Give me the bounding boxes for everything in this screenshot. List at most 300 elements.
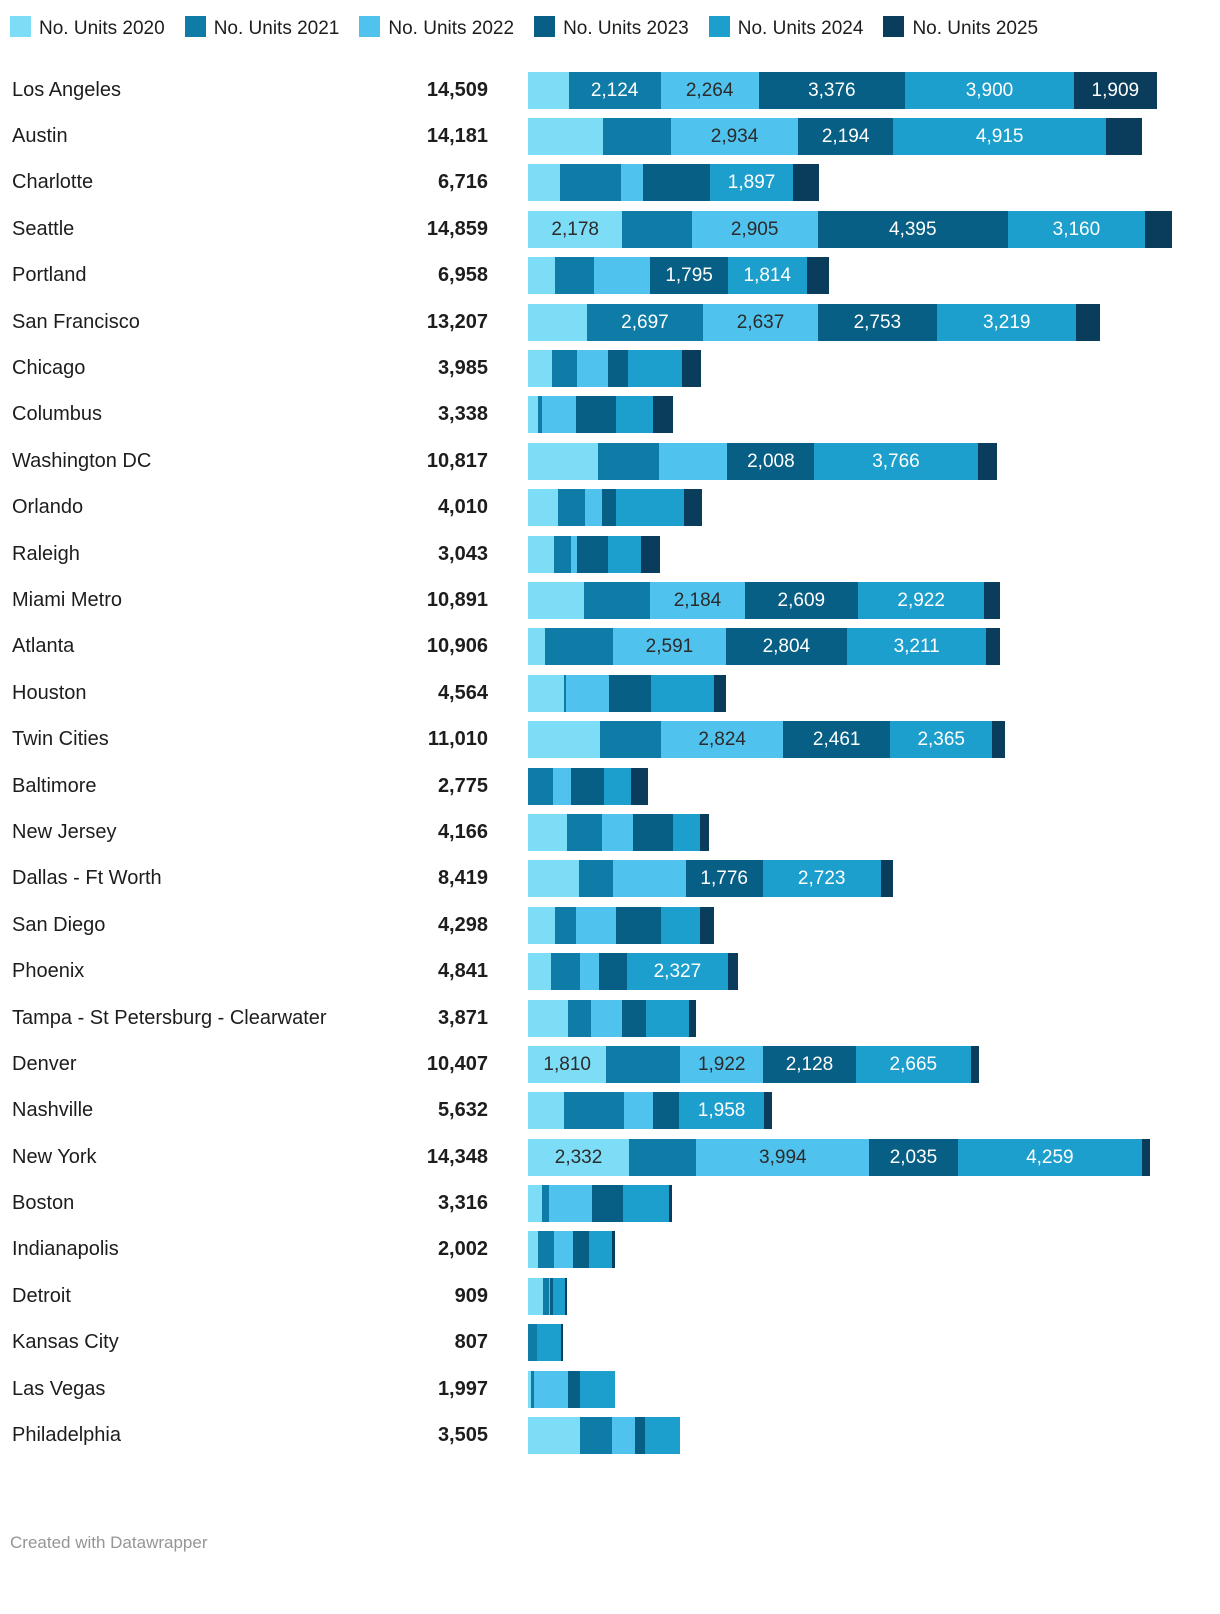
bar-segment-2023[interactable]	[759, 72, 905, 109]
bar-segment-value: 3,376	[808, 79, 856, 101]
bar-segment-2024[interactable]	[604, 768, 631, 805]
bar-segment-value: 2,637	[736, 311, 785, 333]
bar-segment-2025[interactable]	[984, 582, 999, 619]
bar-segment-2021[interactable]	[560, 164, 621, 201]
legend-swatch-2021	[185, 16, 206, 37]
table-row	[0, 253, 1220, 299]
bar-segment-2024[interactable]	[608, 536, 641, 573]
bar-segment-2025[interactable]	[641, 536, 660, 573]
bar-segment-value: 2,804	[762, 636, 811, 658]
bar-segment-2021[interactable]	[606, 1046, 680, 1083]
bar	[528, 582, 1178, 619]
bar-segment-2023[interactable]	[577, 536, 607, 573]
bar-segment-2024[interactable]	[623, 1185, 669, 1222]
city-label: Indianapolis	[12, 1238, 119, 1261]
bar-segment-2021[interactable]	[538, 1231, 555, 1268]
bar-segment-2024[interactable]	[890, 721, 993, 758]
bar	[528, 1371, 1178, 1408]
bar-segment-2021[interactable]	[568, 1000, 591, 1037]
bar-segment-2025[interactable]	[1145, 211, 1172, 248]
legend-swatch-2022	[359, 16, 380, 37]
bar-segment-2023[interactable]	[727, 443, 814, 480]
table-row	[0, 1180, 1220, 1226]
city-label: Las Vegas	[12, 1377, 106, 1400]
table-row	[0, 206, 1220, 252]
stacked-bar	[528, 118, 1178, 155]
bar-segment-2024[interactable]	[893, 118, 1106, 155]
bar-segment-value: 2,035	[889, 1146, 938, 1168]
bar-segment-2022[interactable]	[602, 814, 633, 851]
bar-segment-2025[interactable]	[714, 675, 726, 712]
bar-segment-2020[interactable]	[528, 211, 622, 248]
bar-segment-2024[interactable]	[651, 675, 714, 712]
bar-segment-2025[interactable]	[992, 721, 1005, 758]
bar-segment-2020[interactable]	[528, 1092, 564, 1129]
bar-segment-2022[interactable]	[580, 953, 599, 990]
bar-segment-2021[interactable]	[552, 350, 577, 387]
bar-segment-2025[interactable]	[631, 768, 649, 805]
total-label: 3,871	[437, 1006, 488, 1029]
bar	[528, 953, 1178, 990]
bar-segment-2022[interactable]	[621, 164, 644, 201]
city-label: Atlanta	[12, 635, 75, 658]
bar	[528, 1324, 1178, 1361]
bar	[528, 536, 1178, 573]
table-row	[0, 299, 1220, 345]
bar-segment-2020[interactable]	[528, 118, 603, 155]
bar-segment-2020[interactable]	[528, 443, 598, 480]
bar-segment-2025[interactable]	[978, 443, 997, 480]
stacked-bar	[528, 1278, 1178, 1315]
city-label: Orlando	[12, 496, 84, 519]
bar	[528, 628, 1178, 665]
bar	[528, 1046, 1178, 1083]
stacked-bar	[528, 1046, 1178, 1083]
bar-segment-2022[interactable]	[612, 1417, 635, 1454]
bar-segment-2020[interactable]	[528, 1046, 606, 1083]
city-label: Twin Cities	[12, 728, 109, 751]
bar-segment-2021[interactable]	[622, 211, 691, 248]
bar-segment-2025[interactable]	[986, 628, 1000, 665]
bar-segment-2025[interactable]	[793, 164, 819, 201]
stacked-bar	[528, 1000, 1178, 1037]
table-row	[0, 624, 1220, 670]
bar-segment-2022[interactable]	[577, 350, 608, 387]
bar-segment-2025[interactable]	[700, 814, 709, 851]
bar-segment-2025[interactable]	[1142, 1139, 1150, 1176]
bar	[528, 814, 1178, 851]
bar-segment-value: 2,124	[590, 79, 639, 101]
stacked-bar	[528, 257, 1178, 294]
bar-segment-2020[interactable]	[528, 1278, 543, 1315]
bar-segment-value: 4,915	[975, 126, 1024, 148]
bar-segment-2022[interactable]	[624, 1092, 653, 1129]
total-label: 4,010	[437, 496, 488, 519]
bar-segment-2021[interactable]	[554, 536, 571, 573]
bar-segment-2022[interactable]	[650, 582, 745, 619]
bar-segment-2022[interactable]	[692, 211, 818, 248]
bar-segment-2024[interactable]	[616, 396, 653, 433]
bar-segment-value: 2,008	[747, 450, 795, 472]
bar	[528, 304, 1178, 341]
bar-segment-2023[interactable]	[571, 768, 604, 805]
bar-segment-2023[interactable]	[573, 1231, 589, 1268]
bar	[528, 1185, 1178, 1222]
bar	[528, 489, 1178, 526]
bar-segment-2020[interactable]	[528, 1185, 542, 1222]
bar-segment-2022[interactable]	[549, 1185, 592, 1222]
bar-segment-2020[interactable]	[528, 536, 554, 573]
bar-segment-2020[interactable]	[528, 304, 587, 341]
stacked-bar	[528, 211, 1178, 248]
bar-segment-2022[interactable]	[591, 1000, 623, 1037]
bar-segment-2021[interactable]	[603, 118, 672, 155]
bar-segment-2023[interactable]	[592, 1185, 624, 1222]
city-label: Baltimore	[12, 774, 97, 797]
table-row	[0, 438, 1220, 484]
bar-segment-2023[interactable]	[576, 396, 615, 433]
bar-segment-2024[interactable]	[905, 72, 1074, 109]
bar-segment-2021[interactable]	[564, 1092, 624, 1129]
stacked-bar	[528, 443, 1178, 480]
bar-segment-2021[interactable]	[555, 907, 576, 944]
bar-segment-value: 2,178	[551, 218, 599, 240]
bar-segment-2021[interactable]	[580, 1417, 612, 1454]
table-row	[0, 1041, 1220, 1087]
stacked-bar	[528, 582, 1178, 619]
stacked-bar	[528, 953, 1178, 990]
bar-segment-value: 2,332	[554, 1146, 603, 1168]
table-row	[0, 1412, 1220, 1458]
bar-segment-2020[interactable]	[528, 489, 558, 526]
bar-segment-value: 3,219	[982, 311, 1031, 333]
legend-swatch-2020	[10, 16, 31, 37]
legend-label: No. Units 2025	[912, 18, 1039, 39]
bar	[528, 211, 1178, 248]
total-label: 2,002	[437, 1238, 488, 1261]
bar-segment-2025[interactable]	[561, 1324, 563, 1361]
city-label: Washington DC	[12, 449, 152, 472]
bar-segment-value: 2,905	[730, 218, 779, 240]
total-label: 3,985	[437, 357, 488, 380]
bar-segment-value: 3,211	[893, 636, 940, 658]
city-label: Columbus	[12, 403, 103, 426]
bar-segment-2020[interactable]	[528, 628, 545, 665]
bar-segment-2025[interactable]	[612, 1231, 615, 1268]
bar-segment-value: 1,897	[727, 172, 776, 194]
city-label: Raleigh	[12, 542, 80, 565]
legend-swatch-2023	[534, 16, 555, 37]
bar-segment-2020[interactable]	[528, 396, 538, 433]
city-label: Chicago	[12, 357, 86, 380]
table-row	[0, 392, 1220, 438]
total-label: 14,509	[426, 78, 488, 101]
bar-segment-2020[interactable]	[528, 675, 564, 712]
bar-segment-2024[interactable]	[627, 953, 728, 990]
city-label: Seattle	[12, 217, 75, 240]
bar-segment-2021[interactable]	[555, 257, 594, 294]
bar-segment-2025[interactable]	[1106, 118, 1142, 155]
city-label: Kansas City	[12, 1331, 119, 1354]
total-label: 3,316	[437, 1192, 488, 1215]
bar	[528, 1139, 1178, 1176]
total-label: 5,632	[437, 1099, 488, 1122]
legend-label: No. Units 2024	[737, 18, 864, 39]
bar-segment-2021[interactable]	[528, 1324, 537, 1361]
bar-segment-2023[interactable]	[798, 118, 893, 155]
total-label: 13,207	[426, 310, 488, 333]
bar-segment-2023[interactable]	[568, 1371, 580, 1408]
table-row	[0, 1273, 1220, 1319]
bar	[528, 118, 1178, 155]
total-label: 10,407	[426, 1052, 488, 1075]
bar-segment-2022[interactable]	[576, 907, 616, 944]
total-label: 4,564	[437, 681, 488, 704]
bar-segment-2023[interactable]	[599, 953, 627, 990]
stacked-bar	[528, 489, 1178, 526]
bar-segment-2022[interactable]	[703, 304, 817, 341]
bar-segment-2021[interactable]	[567, 814, 603, 851]
bar-segment-2020[interactable]	[528, 350, 552, 387]
bar-segment-2025[interactable]	[689, 1000, 696, 1037]
bar	[528, 350, 1178, 387]
city-label: Portland	[12, 264, 87, 287]
legend-item-2020	[10, 18, 165, 39]
bar-segment-2025[interactable]	[764, 1092, 772, 1129]
bar-segment-2025[interactable]	[881, 860, 893, 897]
bar-segment-2024[interactable]	[710, 164, 792, 201]
bar-segment-2024[interactable]	[628, 350, 682, 387]
bar-segment-2022[interactable]	[534, 1371, 568, 1408]
bar-segment-2023[interactable]	[622, 1000, 645, 1037]
bar-segment-2020[interactable]	[528, 814, 567, 851]
bar-segment-value: 2,264	[685, 79, 734, 101]
bar-segment-2023[interactable]	[633, 814, 673, 851]
bar-segment-2024[interactable]	[858, 582, 985, 619]
bar-segment-2025[interactable]	[682, 350, 700, 387]
city-label: Charlotte	[12, 171, 94, 194]
city-label: Miami Metro	[12, 588, 123, 611]
city-label: Detroit	[12, 1284, 71, 1307]
bar-segment-2023[interactable]	[818, 304, 937, 341]
bar-segment-2025[interactable]	[1076, 304, 1100, 341]
bar-segment-value: 2,934	[710, 126, 759, 148]
bar-segment-2020[interactable]	[528, 1000, 568, 1037]
bar-segment-2020[interactable]	[528, 72, 569, 109]
bar-segment-2022[interactable]	[613, 860, 686, 897]
bar-segment-2022[interactable]	[613, 628, 725, 665]
bar-segment-2023[interactable]	[653, 1092, 680, 1129]
bar-segment-2022[interactable]	[671, 118, 798, 155]
stacked-bar	[528, 768, 1178, 805]
bar-segment-value: 2,665	[889, 1053, 938, 1075]
stacked-bar	[528, 1231, 1178, 1268]
bar-segment-2025[interactable]	[653, 396, 673, 433]
bar-segment-2023[interactable]	[745, 582, 858, 619]
bar-segment-2022[interactable]	[696, 1139, 869, 1176]
bar-segment-2023[interactable]	[818, 211, 1008, 248]
bar-segment-2024[interactable]	[646, 1000, 689, 1037]
bar-segment-2025[interactable]	[807, 257, 830, 294]
bar-segment-value: 2,327	[653, 961, 702, 983]
stacked-bar	[528, 72, 1178, 109]
bar-segment-2023[interactable]	[650, 257, 728, 294]
legend-label: No. Units 2023	[563, 18, 689, 39]
bar-segment-2024[interactable]	[589, 1231, 613, 1268]
city-label: Austin	[12, 125, 68, 148]
bar-segment-2024[interactable]	[856, 1046, 972, 1083]
bar-segment-value: 2,753	[853, 311, 902, 333]
table-row	[0, 113, 1220, 159]
bar-segment-2023[interactable]	[608, 350, 628, 387]
bar-segment-value: 1,795	[665, 265, 713, 287]
bar-segment-2023[interactable]	[869, 1139, 957, 1176]
bar-segment-value: 2,591	[645, 636, 694, 658]
bar-segment-2020[interactable]	[528, 164, 560, 201]
stacked-bar	[528, 1417, 1178, 1454]
stacked-bar	[528, 860, 1178, 897]
bar-segment-2022[interactable]	[659, 443, 728, 480]
city-label: Houston	[12, 681, 87, 704]
bar-segment-value: 2,723	[797, 868, 846, 890]
table-row	[0, 856, 1220, 902]
total-label: 11,010	[427, 728, 488, 751]
bar-segment-2024[interactable]	[580, 1371, 615, 1408]
bar-segment-2023[interactable]	[763, 1046, 855, 1083]
city-label: New York	[12, 1145, 97, 1168]
bar-segment-2024[interactable]	[763, 860, 881, 897]
bar-segment-2023[interactable]	[643, 164, 710, 201]
bar-segment-2021[interactable]	[579, 860, 613, 897]
bar-segment-2020[interactable]	[528, 582, 584, 619]
bar-segment-2024[interactable]	[661, 907, 700, 944]
bar-segment-value: 4,259	[1026, 1146, 1074, 1168]
bar-segment-2021[interactable]	[629, 1139, 696, 1176]
bar-segment-2022[interactable]	[553, 768, 571, 805]
table-row	[0, 716, 1220, 762]
bar	[528, 164, 1178, 201]
bar-segment-2022[interactable]	[566, 675, 609, 712]
bar-segment-2024[interactable]	[1008, 211, 1145, 248]
bar-segment-2025[interactable]	[1074, 72, 1157, 109]
legend-label: No. Units 2022	[388, 18, 515, 39]
bar	[528, 396, 1178, 433]
bar-segment-2020[interactable]	[528, 721, 600, 758]
bar-segment-2023[interactable]	[783, 721, 890, 758]
total-label: 3,505	[437, 1424, 488, 1447]
total-label: 4,166	[437, 820, 488, 843]
bar-segment-2024[interactable]	[537, 1324, 562, 1361]
bar-segment-2022[interactable]	[542, 396, 577, 433]
bar-segment-value: 1,776	[700, 868, 748, 890]
bar-segment-2024[interactable]	[645, 1417, 680, 1454]
bar-segment-value: 2,365	[917, 729, 965, 751]
bar-segment-2023[interactable]	[609, 675, 651, 712]
bar-segment-2021[interactable]	[551, 953, 580, 990]
bar	[528, 907, 1178, 944]
bar-segment-value: 2,128	[785, 1053, 834, 1075]
bar-segment-2020[interactable]	[528, 257, 555, 294]
bar-segment-2020[interactable]	[528, 907, 555, 944]
bar-segment-2022[interactable]	[594, 257, 650, 294]
stacked-bar	[528, 721, 1178, 758]
bar-segment-2024[interactable]	[679, 1092, 764, 1129]
bar-segment-2024[interactable]	[814, 443, 977, 480]
bar-segment-2023[interactable]	[635, 1417, 645, 1454]
bar-segment-2022[interactable]	[554, 1231, 573, 1268]
total-label: 14,181	[426, 125, 488, 148]
bar-segment-2024[interactable]	[847, 628, 986, 665]
total-label: 10,906	[426, 635, 488, 658]
bar	[528, 443, 1178, 480]
bar-segment-2022[interactable]	[661, 72, 759, 109]
bar-segment-2021[interactable]	[528, 768, 553, 805]
bar-segment-2023[interactable]	[686, 860, 763, 897]
bar	[528, 72, 1178, 109]
table-row	[0, 902, 1220, 948]
bar-segment-2024[interactable]	[958, 1139, 1143, 1176]
bar-segment-2021[interactable]	[587, 304, 704, 341]
bar-segment-2024[interactable]	[728, 257, 807, 294]
total-label: 6,958	[437, 264, 488, 287]
bar-segment-value: 2,461	[812, 729, 861, 751]
bar-segment-2021[interactable]	[584, 582, 651, 619]
bar-segment-2024[interactable]	[937, 304, 1077, 341]
bar-segment-2021[interactable]	[600, 721, 662, 758]
bar-segment-2020[interactable]	[528, 1139, 629, 1176]
bar-segment-2021[interactable]	[569, 72, 661, 109]
bar-segment-2021[interactable]	[558, 489, 586, 526]
city-label: Los Angeles	[12, 78, 121, 101]
bar	[528, 1231, 1178, 1268]
bar-segment-2024[interactable]	[616, 489, 684, 526]
stacked-bar	[528, 675, 1178, 712]
bar-segment-2021[interactable]	[545, 628, 613, 665]
total-label: 8,419	[437, 867, 488, 890]
city-label: Tampa - St Petersburg - Clearwater	[12, 1006, 327, 1029]
bar-segment-2021[interactable]	[598, 443, 659, 480]
bar-segment-2024[interactable]	[553, 1278, 565, 1315]
bar-segment-2023[interactable]	[602, 489, 616, 526]
bar-segment-2023[interactable]	[616, 907, 661, 944]
datawrapper-credit: Created with Datawrapper	[10, 1533, 208, 1552]
city-label: Denver	[12, 1052, 77, 1075]
bar	[528, 1417, 1178, 1454]
bar-segment-2020[interactable]	[528, 1231, 538, 1268]
bar-segment-2025[interactable]	[700, 907, 714, 944]
bar	[528, 860, 1178, 897]
bar-segment-2025[interactable]	[728, 953, 738, 990]
table-row	[0, 160, 1220, 206]
bar-segment-2022[interactable]	[661, 721, 783, 758]
stacked-bar	[528, 1185, 1178, 1222]
bar-segment-2022[interactable]	[585, 489, 602, 526]
bar-segment-2025[interactable]	[565, 1278, 568, 1315]
bar-segment-2025[interactable]	[684, 489, 702, 526]
stacked-bar	[528, 536, 1178, 573]
bar-segment-2020[interactable]	[528, 1417, 580, 1454]
bar-segment-2025[interactable]	[971, 1046, 979, 1083]
bar-segment-2025[interactable]	[669, 1185, 671, 1222]
table-row	[0, 577, 1220, 623]
bar-segment-2022[interactable]	[680, 1046, 763, 1083]
bar-segment-2020[interactable]	[528, 860, 579, 897]
bar-segment-2020[interactable]	[528, 953, 551, 990]
total-label: 14,859	[426, 217, 488, 240]
bar-segment-2024[interactable]	[673, 814, 700, 851]
bar-segment-2023[interactable]	[726, 628, 848, 665]
bar	[528, 1278, 1178, 1315]
